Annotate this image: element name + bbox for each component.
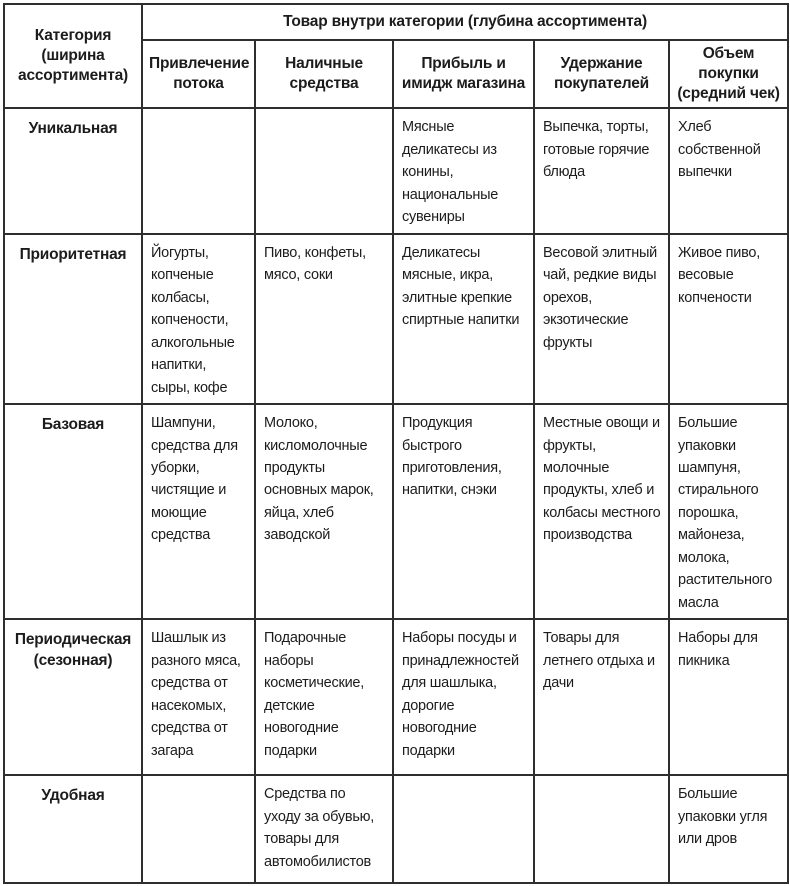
table-cell: [142, 775, 255, 883]
table-cell: Пиво, конфеты, мясо, соки: [255, 234, 393, 404]
column-header-purchase-volume: Объем покупки (средний чек): [669, 40, 788, 108]
column-header-attract-flow: Привлечение потока: [142, 40, 255, 108]
table-cell: Средства по уходу за обувью, товары для автомобилистов: [255, 775, 393, 883]
group-header-cell: Товар внутри категории (глубина ассортимента): [142, 4, 788, 40]
table-cell: Молоко, кисломолочные продукты основных марок, яйца, хлеб заводской: [255, 404, 393, 619]
column-header-customer-retention: Удержание покупателей: [534, 40, 669, 108]
table-cell: [534, 775, 669, 883]
table-cell: [393, 775, 534, 883]
table-row-convenient: [4, 775, 788, 883]
group-header-row: [4, 4, 788, 40]
category-cell: Удобная: [4, 775, 142, 883]
table-cell: Местные овощи и фрукты, молочные продукты, хлеб и колбасы местного производства: [534, 404, 669, 619]
category-cell: Приоритетная: [4, 234, 142, 404]
column-header-profit-image: Прибыль и имидж магазина: [393, 40, 534, 108]
table-cell: Шампуни, средства для уборки, чистящие и моющие средства: [142, 404, 255, 619]
table-cell: Подарочные наборы косметические, детские новогодние подарки: [255, 619, 393, 775]
table-cell: [142, 108, 255, 233]
table-cell: Наборы для пикника: [669, 619, 788, 775]
table-cell: Выпечка, торты, готовые горячие блюда: [534, 108, 669, 233]
table-cell: Большие упаковки шампуня, стирального порошка, майонеза, молока, растительного масла: [669, 404, 788, 619]
table-row-periodic-seasonal: [4, 619, 788, 775]
table-cell: [255, 108, 393, 233]
table-cell: Весовой элитный чай, редкие виды орехов, экзотические фрукты: [534, 234, 669, 404]
table-cell: Хлеб собственной выпечки: [669, 108, 788, 233]
category-cell: Уникальная: [4, 108, 142, 233]
table-cell: Живое пиво, весовые копчености: [669, 234, 788, 404]
table-cell: Большие упаковки угля или дров: [669, 775, 788, 883]
table-row-unique: [4, 108, 788, 233]
table-cell: Наборы посуды и принадлежностей для шашлыка, дорогие новогодние подарки: [393, 619, 534, 775]
table-cell: Деликатесы мясные, икра, элитные крепкие спиртные напитки: [393, 234, 534, 404]
column-header-cash-funds: Наличные средства: [255, 40, 393, 108]
table-cell: Товары для летнего отдыха и дачи: [534, 619, 669, 775]
table-row-priority: [4, 234, 788, 404]
assortment-table: [3, 3, 789, 884]
table-row-basic: [4, 404, 788, 619]
category-cell: Периодическая (сезонная): [4, 619, 142, 775]
corner-header-cell: Категория (ширина ассортимента): [4, 4, 142, 108]
table-cell: Продукция быстрого приготовления, напитки, снэки: [393, 404, 534, 619]
table-cell: Шашлык из разного мяса, средства от насекомых, средства от загара: [142, 619, 255, 775]
table-cell: Мясные деликатесы из конины, национальные сувениры: [393, 108, 534, 233]
category-cell: Базовая: [4, 404, 142, 619]
table-cell: Йогурты, копченые колбасы, копчености, алкогольные напитки, сыры, кофе: [142, 234, 255, 404]
